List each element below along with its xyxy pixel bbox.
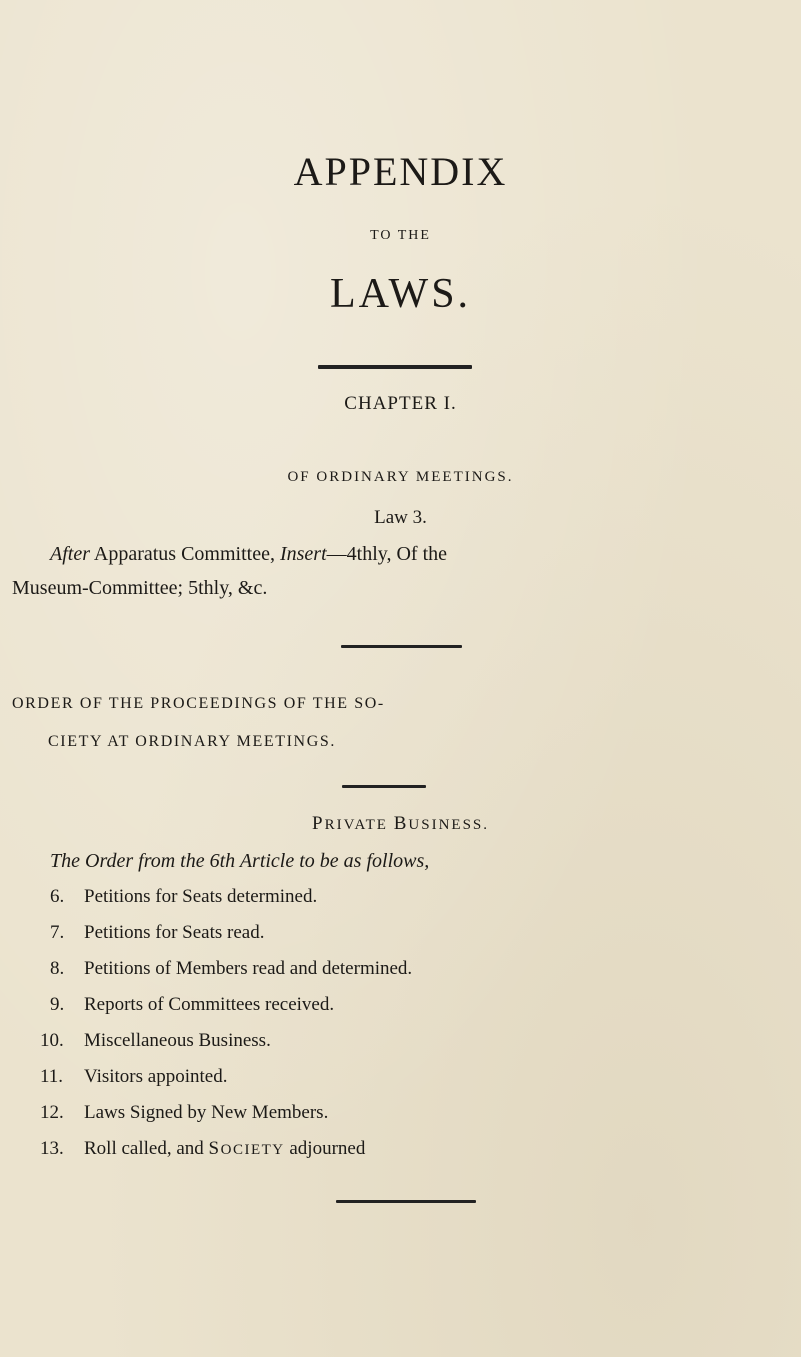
law-text-line-2: Museum-Committee; 5thly, &c.	[12, 577, 268, 599]
list-item: 7. Petitions for Seats read.	[50, 922, 265, 943]
order-heading-line-2: CIETY AT ORDINARY MEETINGS.	[48, 733, 336, 750]
chapter-subtitle: OF ORDINARY MEETINGS.	[287, 469, 514, 485]
insert-word: Insert	[279, 543, 327, 565]
list-item: 8. Petitions of Members read and determined.	[50, 958, 413, 979]
list-item: 6. Petitions for Seats determined.	[50, 886, 318, 907]
private-business-heading: PRIVATE BUSINESS.	[311, 813, 490, 834]
after-word: After	[50, 543, 90, 565]
laws-title: LAWS.	[329, 271, 472, 317]
to-the-subtitle: TO THE	[370, 228, 431, 243]
list-item: 10. Miscellaneous Business.	[40, 1030, 271, 1051]
divider-rule	[318, 365, 472, 369]
list-item: 12. Laws Signed by New Members.	[40, 1102, 329, 1123]
list-item: 13. Roll called, and SOCIETY adjourned	[40, 1138, 366, 1159]
divider-rule	[336, 1200, 476, 1203]
list-item: 9. Reports of Committees received.	[50, 994, 335, 1015]
divider-rule	[341, 645, 462, 648]
order-intro: The Order from the 6th Article to be as follows,	[50, 850, 430, 872]
law-text-end: —4thly, Of the	[326, 543, 448, 565]
law-text-line-1	[50, 543, 447, 566]
list-item: 11. Visitors appointed.	[40, 1066, 228, 1087]
divider-rule	[342, 785, 426, 788]
law-number: Law 3.	[374, 507, 427, 528]
chapter-title: CHAPTER I.	[344, 393, 457, 414]
order-heading-line-1: ORDER OF THE PROCEEDINGS OF THE SO-	[12, 695, 385, 712]
appendix-title: APPENDIX	[293, 149, 508, 194]
law-text-mid: Apparatus Committee,	[90, 543, 280, 565]
